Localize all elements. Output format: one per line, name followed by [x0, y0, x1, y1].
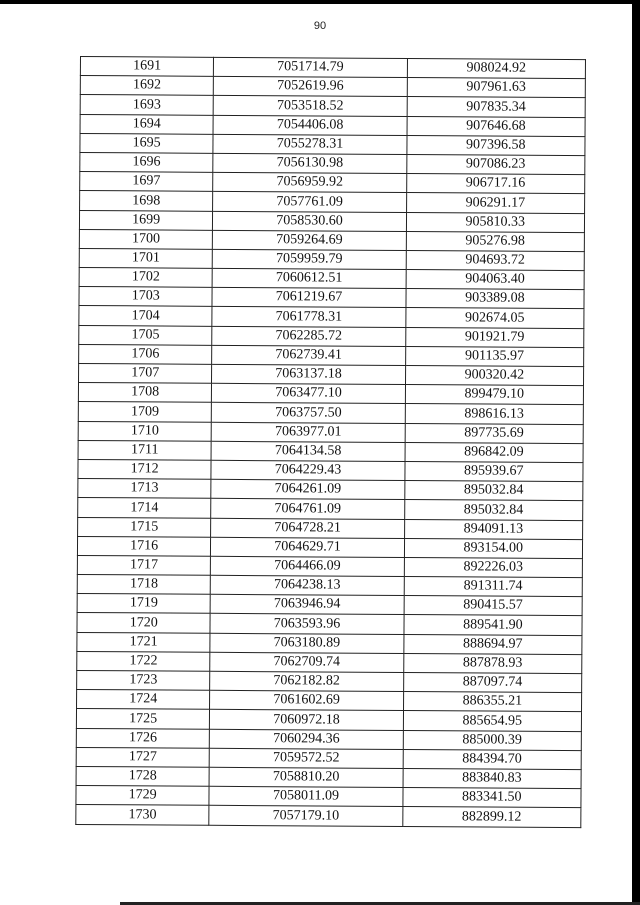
x-coordinate-cell: 7062709.74 — [210, 652, 403, 672]
table-row — [76, 766, 581, 788]
table-row — [78, 498, 583, 520]
scan-edge-top — [0, 0, 640, 4]
y-coordinate-cell: 907835.34 — [407, 97, 585, 117]
y-coordinate-cell: 889541.90 — [404, 615, 582, 635]
point-number-cell: 1715 — [78, 517, 212, 537]
y-coordinate-cell: 895032.84 — [404, 481, 582, 501]
x-coordinate-cell: 7064466.09 — [211, 556, 404, 576]
y-coordinate-cell: 883840.83 — [403, 768, 581, 788]
x-coordinate-cell: 7051714.79 — [214, 57, 407, 77]
y-coordinate-cell: 887097.74 — [403, 672, 581, 692]
y-coordinate-cell: 907961.63 — [407, 78, 585, 98]
point-number-cell: 1730 — [76, 805, 210, 825]
table-row — [80, 133, 585, 155]
point-number-cell: 1692 — [80, 76, 214, 96]
y-coordinate-cell: 901921.79 — [405, 327, 583, 347]
x-coordinate-cell: 7064761.09 — [211, 499, 404, 519]
y-coordinate-cell: 891311.74 — [404, 577, 582, 597]
table-row — [79, 287, 584, 309]
table-row — [78, 402, 583, 424]
x-coordinate-cell: 7056959.92 — [213, 172, 406, 192]
y-coordinate-cell: 907086.23 — [406, 154, 584, 174]
coordinates-table-body — [76, 57, 586, 828]
point-number-cell: 1695 — [80, 133, 214, 153]
point-number-cell: 1704 — [79, 306, 213, 326]
point-number-cell: 1711 — [78, 440, 212, 460]
table-row — [77, 651, 582, 673]
table-row — [79, 325, 584, 347]
table-row — [78, 479, 583, 501]
table-row — [77, 536, 582, 558]
scan-edge-right — [632, 0, 640, 905]
y-coordinate-cell: 906291.17 — [406, 193, 584, 213]
table-row — [78, 459, 583, 481]
x-coordinate-cell: 7061602.69 — [210, 690, 403, 710]
table-row — [80, 114, 585, 136]
table-row — [80, 172, 585, 194]
table-row — [76, 728, 581, 750]
x-coordinate-cell: 7059959.79 — [213, 249, 406, 269]
point-number-cell: 1713 — [78, 479, 212, 499]
y-coordinate-cell: 901135.97 — [405, 346, 583, 366]
table-row — [79, 248, 584, 270]
table-row — [79, 306, 584, 328]
x-coordinate-cell: 7054406.08 — [213, 115, 406, 135]
x-coordinate-cell: 7060294.36 — [210, 729, 403, 749]
y-coordinate-cell: 905810.33 — [406, 212, 584, 232]
point-number-cell: 1694 — [80, 114, 214, 134]
table-row — [77, 690, 582, 712]
point-number-cell: 1701 — [79, 248, 213, 268]
y-coordinate-cell: 884394.70 — [403, 749, 581, 769]
coordinates-table — [75, 56, 586, 828]
y-coordinate-cell: 907646.68 — [407, 116, 585, 136]
table-row — [78, 383, 583, 405]
y-coordinate-cell: 888694.97 — [404, 634, 582, 654]
x-coordinate-cell: 7063593.96 — [210, 614, 403, 634]
point-number-cell: 1720 — [77, 613, 211, 633]
table-row — [80, 152, 585, 174]
table-row — [80, 57, 585, 79]
y-coordinate-cell: 885000.39 — [403, 730, 581, 750]
x-coordinate-cell: 7064728.21 — [211, 518, 404, 538]
point-number-cell: 1726 — [76, 728, 210, 748]
table-row — [77, 555, 582, 577]
table-row — [77, 594, 582, 616]
y-coordinate-cell: 890415.57 — [404, 596, 582, 616]
point-number-cell: 1717 — [77, 555, 211, 575]
y-coordinate-cell: 896842.09 — [405, 442, 583, 462]
point-number-cell: 1710 — [78, 421, 212, 441]
x-coordinate-cell: 7058810.20 — [209, 767, 402, 787]
point-number-cell: 1693 — [80, 95, 214, 115]
y-coordinate-cell: 902674.05 — [406, 308, 584, 328]
x-coordinate-cell: 7061778.31 — [212, 307, 405, 327]
x-coordinate-cell: 7064629.71 — [211, 537, 404, 557]
x-coordinate-cell: 7055278.31 — [213, 134, 406, 154]
point-number-cell: 1705 — [79, 325, 213, 345]
x-coordinate-cell: 7060972.18 — [210, 710, 403, 730]
table-row — [77, 670, 582, 692]
y-coordinate-cell: 892226.03 — [404, 557, 582, 577]
table-row — [80, 191, 585, 213]
point-number-cell: 1714 — [78, 498, 212, 518]
point-number-cell: 1691 — [80, 57, 214, 77]
table-row — [79, 229, 584, 251]
table-row — [79, 344, 584, 366]
x-coordinate-cell: 7059264.69 — [213, 230, 406, 250]
x-coordinate-cell: 7059572.52 — [210, 748, 403, 768]
point-number-cell: 1718 — [77, 575, 211, 595]
y-coordinate-cell: 897735.69 — [405, 423, 583, 443]
x-coordinate-cell: 7063137.18 — [212, 364, 405, 384]
x-coordinate-cell: 7063180.89 — [210, 633, 403, 653]
y-coordinate-cell: 883341.50 — [403, 788, 581, 808]
x-coordinate-cell: 7063477.10 — [212, 383, 405, 403]
y-coordinate-cell: 882899.12 — [402, 807, 580, 827]
y-coordinate-cell: 895939.67 — [405, 461, 583, 481]
x-coordinate-cell: 7064238.13 — [211, 575, 404, 595]
x-coordinate-cell: 7063946.94 — [210, 595, 403, 615]
y-coordinate-cell: 907396.58 — [407, 135, 585, 155]
point-number-cell: 1728 — [76, 766, 210, 786]
x-coordinate-cell: 7063757.50 — [212, 403, 405, 423]
x-coordinate-cell: 7064261.09 — [211, 479, 404, 499]
point-number-cell: 1700 — [79, 229, 213, 249]
x-coordinate-cell: 7057761.09 — [213, 192, 406, 212]
x-coordinate-cell: 7063977.01 — [212, 422, 405, 442]
x-coordinate-cell: 7057179.10 — [209, 806, 402, 826]
point-number-cell: 1716 — [77, 536, 211, 556]
table-row — [76, 709, 581, 731]
point-number-cell: 1727 — [76, 747, 210, 767]
table-row — [76, 786, 581, 808]
x-coordinate-cell: 7064134.58 — [211, 441, 404, 461]
y-coordinate-cell: 894091.13 — [404, 519, 582, 539]
table-row — [78, 440, 583, 462]
point-number-cell: 1702 — [79, 268, 213, 288]
y-coordinate-cell: 886355.21 — [403, 692, 581, 712]
point-number-cell: 1729 — [76, 786, 210, 806]
point-number-cell: 1721 — [77, 632, 211, 652]
point-number-cell: 1707 — [79, 363, 213, 383]
x-coordinate-cell: 7062182.82 — [210, 671, 403, 691]
point-number-cell: 1725 — [76, 709, 210, 729]
table-row — [78, 421, 583, 443]
x-coordinate-cell: 7062285.72 — [212, 326, 405, 346]
table-row — [80, 76, 585, 98]
table-row — [79, 363, 584, 385]
y-coordinate-cell: 895032.84 — [404, 500, 582, 520]
point-number-cell: 1699 — [79, 210, 213, 230]
x-coordinate-cell: 7058530.60 — [213, 211, 406, 231]
point-number-cell: 1696 — [80, 152, 214, 172]
y-coordinate-cell: 905276.98 — [406, 231, 584, 251]
x-coordinate-cell: 7058011.09 — [209, 786, 402, 806]
y-coordinate-cell: 904693.72 — [406, 250, 584, 270]
point-number-cell: 1723 — [77, 670, 211, 690]
y-coordinate-cell: 908024.92 — [407, 58, 585, 78]
point-number-cell: 1722 — [77, 651, 211, 671]
y-coordinate-cell: 893154.00 — [404, 538, 582, 558]
table-row — [76, 747, 581, 769]
point-number-cell: 1712 — [78, 459, 212, 479]
x-coordinate-cell: 7061219.67 — [212, 288, 405, 308]
y-coordinate-cell: 906717.16 — [406, 174, 584, 194]
y-coordinate-cell: 885654.95 — [403, 711, 581, 731]
x-coordinate-cell: 7052619.96 — [214, 77, 407, 97]
x-coordinate-cell: 7056130.98 — [213, 153, 406, 173]
x-coordinate-cell: 7060612.51 — [212, 268, 405, 288]
page-number: 90 — [313, 20, 327, 32]
y-coordinate-cell: 899479.10 — [405, 385, 583, 405]
y-coordinate-cell: 898616.13 — [405, 404, 583, 424]
y-coordinate-cell: 903389.08 — [406, 289, 584, 309]
table-row — [77, 632, 582, 654]
y-coordinate-cell: 900320.42 — [405, 365, 583, 385]
table-row — [77, 575, 582, 597]
point-number-cell: 1698 — [80, 191, 214, 211]
point-number-cell: 1724 — [77, 690, 211, 710]
x-coordinate-cell: 7064229.43 — [211, 460, 404, 480]
point-number-cell: 1719 — [77, 594, 211, 614]
point-number-cell: 1709 — [78, 402, 212, 422]
table-row — [80, 95, 585, 117]
y-coordinate-cell: 887878.93 — [403, 653, 581, 673]
y-coordinate-cell: 904063.40 — [406, 270, 584, 290]
table-row — [77, 613, 582, 635]
point-number-cell: 1706 — [79, 344, 213, 364]
table-row — [79, 268, 584, 290]
point-number-cell: 1697 — [80, 172, 214, 192]
table-row — [79, 210, 584, 232]
x-coordinate-cell: 7053518.52 — [214, 96, 407, 116]
point-number-cell: 1703 — [79, 287, 213, 307]
table-row — [76, 805, 581, 827]
point-number-cell: 1708 — [78, 383, 212, 403]
x-coordinate-cell: 7062739.41 — [212, 345, 405, 365]
table-row — [78, 517, 583, 539]
